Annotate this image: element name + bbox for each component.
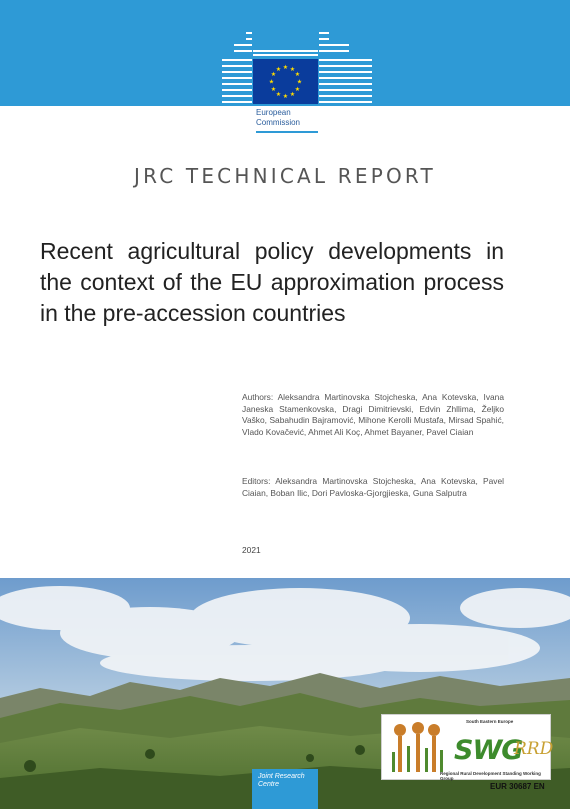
swg-rrd-logo [381, 714, 554, 781]
svg-text:★: ★ [270, 71, 277, 78]
publication-year: 2021 [242, 545, 261, 555]
institution-underline [256, 131, 318, 133]
jrc-label: Joint Research Centre [258, 773, 305, 788]
eur-report-number: EUR 30687 EN [490, 782, 545, 791]
svg-text:★: ★ [268, 78, 275, 86]
institution-line-2: Commission [256, 118, 301, 127]
report-title: Recent agricultural policy developments in the context of the EU approximation process in the pre-accession countries [40, 238, 504, 326]
svg-text:★: ★ [275, 91, 282, 98]
svg-text:★: ★ [270, 86, 277, 93]
svg-text:★: ★ [294, 71, 301, 78]
european-commission-logo [222, 30, 374, 130]
svg-text:★: ★ [275, 66, 282, 73]
editors-list: Editors: Aleksandra Martinovska Stojcheska, Ana Kotevska, Pavel Ciaian, Boban Ilic, Dori Pavloska-Gjorgjieska, Guna Salputra [242, 476, 504, 498]
svg-text:★: ★ [282, 64, 289, 71]
svg-text:★: ★ [289, 66, 296, 73]
swg-mark: SWG [454, 735, 523, 766]
institution-name [256, 108, 300, 128]
report-type-heading: JRC TECHNICAL REPORT [134, 164, 436, 188]
authors-list: Authors: Aleksandra Martinovska Stojcheska, Ana Kotevska, Ivana Janeska Stamenkovska, Dragi Dimitrievski, Edvin Zhllima, Željko Vaško, Sabahudin Bajramović, Mihone Kerolli Mustafa, Mirsad Spahić, Vlado Kovačević, Ahmet Ali Koç, Ahmet Bayaner, Pavel Ciaian [242, 392, 504, 437]
fence-figures-icon [388, 718, 448, 778]
svg-text:★: ★ [289, 91, 296, 98]
swg-suffix: RRD [514, 739, 554, 759]
svg-text:★: ★ [296, 78, 303, 86]
eu-flag-icon [253, 59, 318, 104]
institution-line-1: European [256, 108, 291, 117]
swg-subtitle: Regional Rural Development Standing Working Group [440, 771, 541, 781]
svg-text:★: ★ [294, 86, 301, 93]
swg-header-text: South Eastern Europe [466, 719, 514, 724]
jrc-logo-box [252, 769, 318, 809]
svg-text:★: ★ [282, 93, 289, 100]
